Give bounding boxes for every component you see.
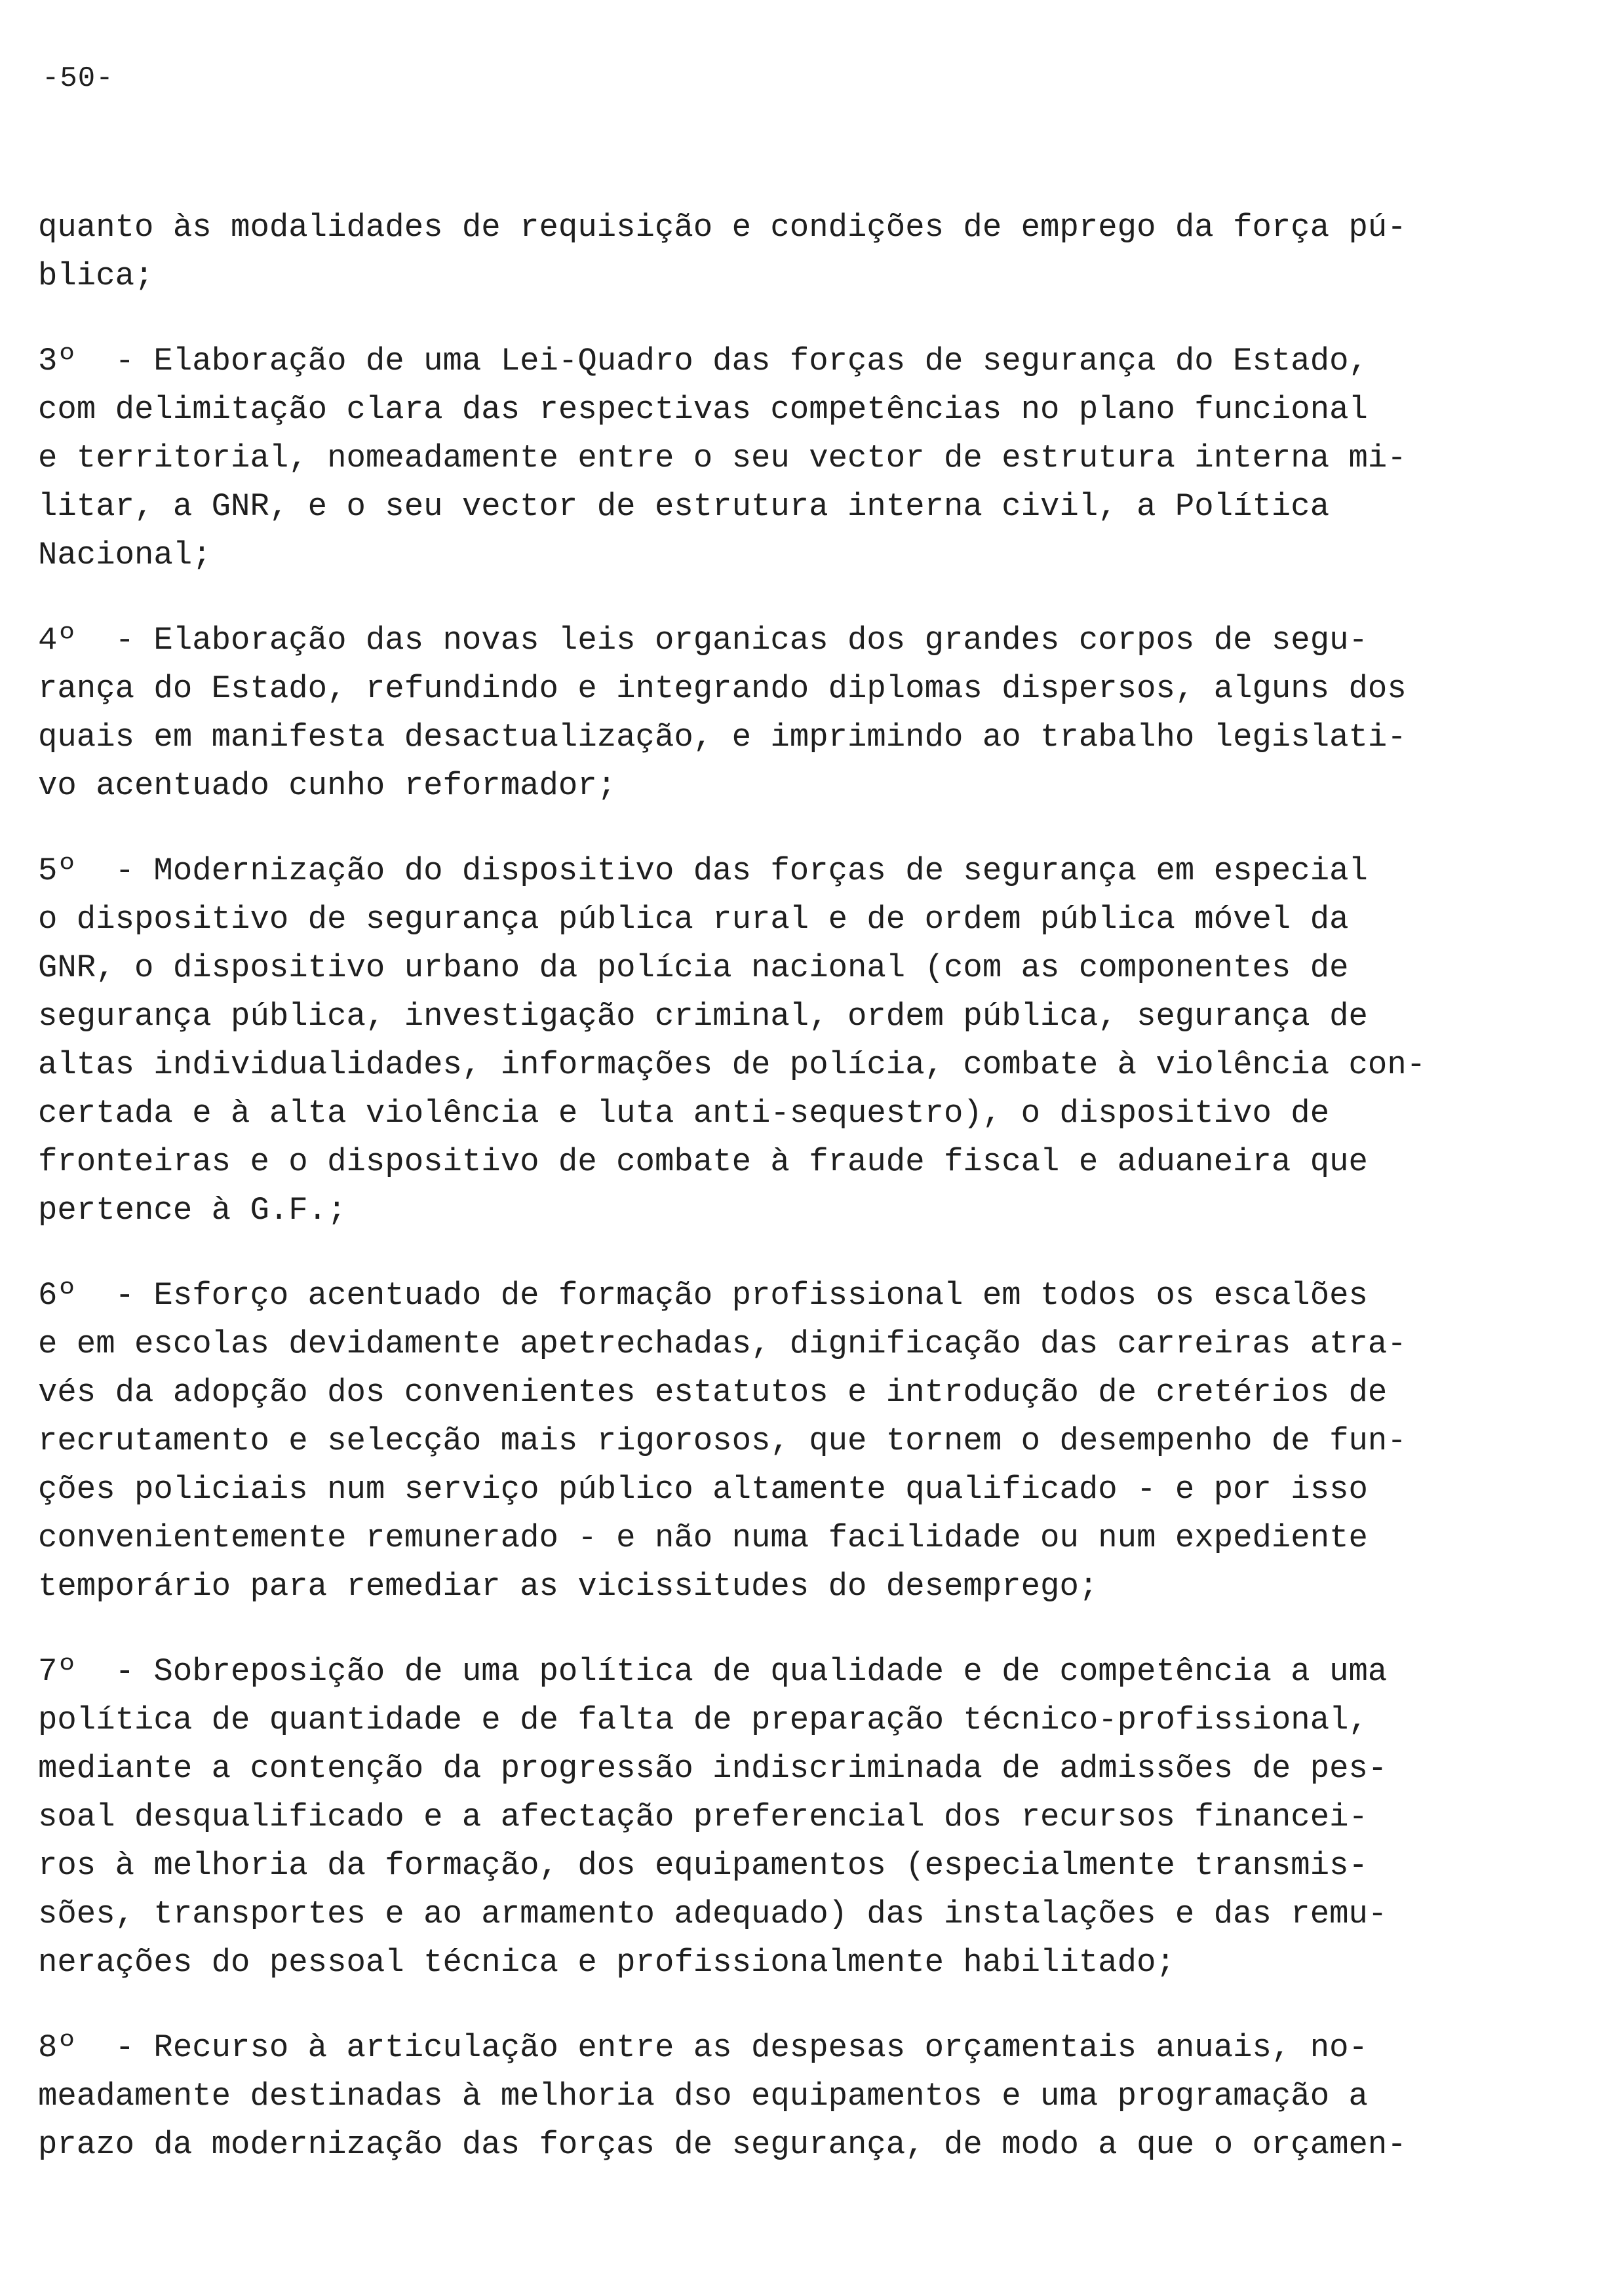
paragraph-item-7 [38,1647,1513,1987]
text-line: meadamente destinadas à melhoria dso equipamentos e uma programação a [38,2078,1368,2114]
text-line: segurança pública, investigação criminal, ordem pública, segurança de [38,998,1368,1035]
text-line: o dispositivo de segurança pública rural e de ordem pública móvel da [38,901,1349,938]
paragraph-intro [38,203,1513,300]
text-line: quanto às modalidades de requisição e condições de emprego da força pú- [38,209,1407,246]
text-line: convenientemente remunerado - e não numa facilidade ou num expediente [38,1520,1368,1556]
text-line: prazo da modernização das forças de segurança, de modo a que o orçamen- [38,2126,1407,2163]
text-line: litar, a GNR, e o seu vector de estrutura interna civil, a Política [38,488,1330,525]
text-line: GNR, o dispositivo urbano da polícia nacional (com as componentes de [38,949,1349,986]
text-line: ros à melhoria da formação, dos equipamentos (especialmente transmis- [38,1847,1368,1884]
paragraph-item-8 [38,2023,1513,2169]
text-line: mediante a contenção da progressão indiscriminada de admissões de pes- [38,1750,1388,1787]
text-line: 3º - Elaboração de uma Lei-Quadro das forças de segurança do Estado, [38,343,1368,379]
text-line: vo acentuado cunho reformador; [38,767,617,804]
text-line: altas individualidades, informações de polícia, combate à violência con- [38,1046,1426,1083]
page-number: -50- [42,62,114,95]
text-line: 5º - Modernização do dispositivo das forças de segurança em especial [38,852,1368,889]
text-line: quais em manifesta desactualização, e imprimindo ao trabalho legislati- [38,719,1407,756]
text-line: e territorial, nomeadamente entre o seu vector de estrutura interna mi- [38,440,1407,476]
text-line: blica; [38,258,154,294]
paragraph-item-6 [38,1271,1513,1611]
text-line: nerações do pessoal técnica e profissionalmente habilitado; [38,1944,1175,1981]
text-line: e em escolas devidamente apetrechadas, dignificação das carreiras atra- [38,1326,1407,1362]
paragraph-item-4 [38,616,1513,810]
text-line: vés da adopção dos convenientes estatutos e introdução de cretérios de [38,1374,1388,1411]
paragraph-item-3 [38,337,1513,579]
text-line: 6º - Esforço acentuado de formação profissional em todos os escalões [38,1277,1368,1314]
text-line: rança do Estado, refundindo e integrando diplomas dispersos, alguns dos [38,670,1407,707]
text-line: fronteiras e o dispositivo de combate à fraude fiscal e aduaneira que [38,1143,1368,1180]
text-line: 8º - Recurso à articulação entre as despesas orçamentais anuais, no- [38,2029,1368,2066]
text-line: certada e à alta violência e luta anti-sequestro), o dispositivo de [38,1095,1330,1132]
text-line: recrutamento e selecção mais rigorosos, que tornem o desempenho de fun- [38,1423,1407,1459]
document-body [38,203,1513,2169]
text-line: 7º - Sobreposição de uma política de qualidade e de competência a uma [38,1653,1388,1690]
text-line: Nacional; [38,537,212,573]
paragraph-item-5 [38,847,1513,1234]
text-line: soal desqualificado e a afectação preferencial dos recursos financei- [38,1799,1368,1835]
text-line: política de quantidade e de falta de preparação técnico-profissional, [38,1702,1368,1738]
text-line: pertence à G.F.; [38,1192,347,1229]
text-line: 4º - Elaboração das novas leis organicas dos grandes corpos de segu- [38,622,1368,659]
text-line: temporário para remediar as vicissitudes do desemprego; [38,1568,1099,1605]
text-line: sões, transportes e ao armamento adequado) das instalações e das remu- [38,1896,1388,1932]
text-line: com delimitação clara das respectivas competências no plano funcional [38,391,1368,428]
text-line: ções policiais num serviço público altamente qualificado - e por isso [38,1471,1368,1508]
